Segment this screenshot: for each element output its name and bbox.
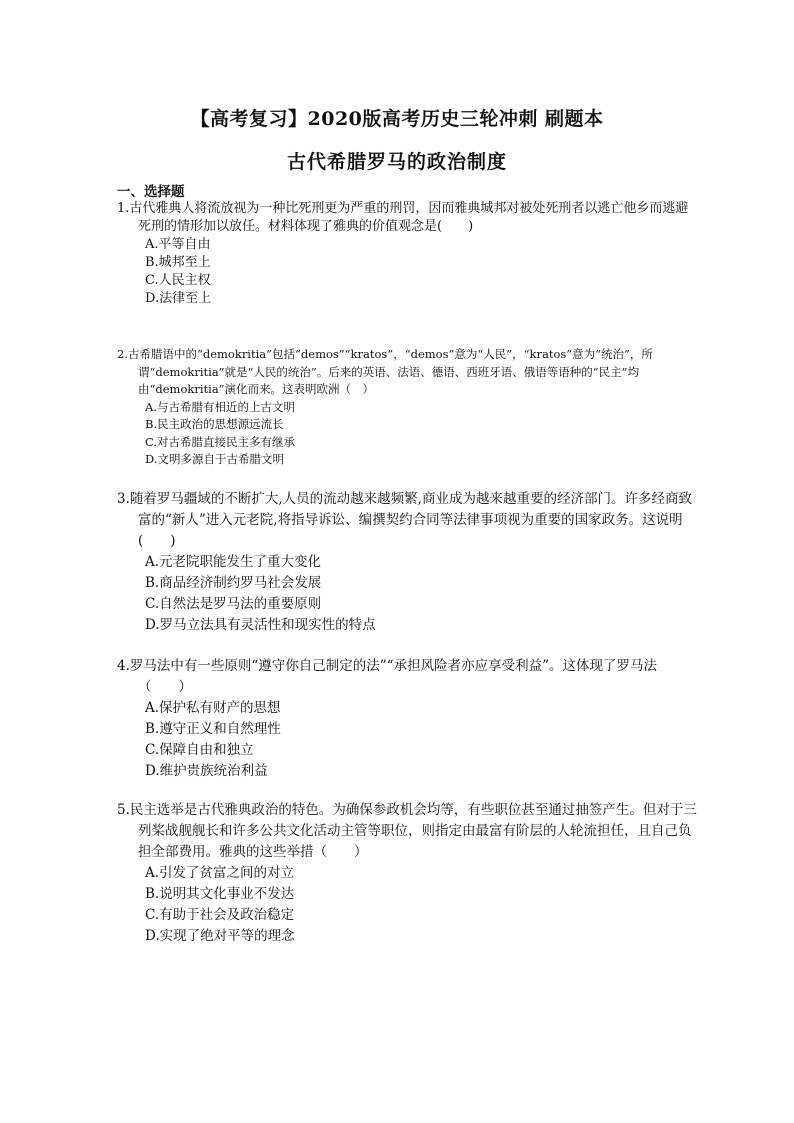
question-3 [117,489,697,636]
option-d: D.文明多源自于古希腊文明 [145,452,284,466]
question-stem: 4.罗马法中有一些原则“遵守你自己制定的法”“承担风险者亦应享受利益”。这体现了罗马法（ ） [117,658,657,695]
option-a: A.平等自由 [145,237,211,252]
option-d: D.维护贵族统治利益 [145,763,268,779]
option-a: A.与古希腊有相近的上古文明 [145,399,295,414]
option-a: A.元老院职能发生了重大变化 [145,554,322,570]
question-stem: 2.古希腊语中的“demokritia”包括“demos”“kratos”，“demos”意为“人民”，“kratos”意为“统治”，所谓“demokritia”就是“人民的统治”。后来的英语、法语、德语、西班牙语、俄语等语种的“民主”均由“demokritia”演化而来。这表明欧洲（ ） [117,347,653,396]
question-5 [117,800,697,947]
option-d: D.实现了绝对平等的理念 [145,928,295,944]
question-stem: 5.民主选举是古代雅典政治的特色。为确保参政机会均等，有些职位甚至通过抽签产生。但对于三列桨战舰舰长和许多公共文化活动主管等职位，则指定由最富有阶层的人轮流担任，且自己负担全部费用。雅典的这些举措（ ） [117,802,697,860]
option-b: B.商品经济制约罗马社会发展 [145,575,322,591]
option-d: D.罗马立法具有灵活性和现实性的特点 [145,617,376,633]
document-title: 【高考复习】2020版高考历史三轮冲刺 刷题本 [190,108,604,130]
option-c: C.保障自由和独立 [145,742,254,758]
option-b: B.民主政治的思想源远流长 [145,417,284,431]
question-stem: 3.随着罗马疆域的不断扩大,人员的流动越来越频繁,商业成为越来越重要的经济部门。许多经商致富的“新人”进入元老院,将指导诉讼、编撰契约合同等法律事项视为重要的国家政务。这说明( ) [117,491,692,549]
question-1 [117,200,697,308]
option-c: C.自然法是罗马法的重要原则 [145,596,322,612]
option-c: C.对古希腊直接民主多有继承 [145,434,296,449]
question-stem: 1.古代雅典人将流放视为一种比死刑更为严重的刑罚，因而雅典城邦对被处死刑者以逃亡他乡而逃避死刑的情形加以放任。材料体现了雅典的价值观念是( ) [117,201,689,234]
option-c: C.人民主权 [145,273,211,288]
option-d: D.法律至上 [145,291,212,306]
option-a: A.保护私有财产的思想 [145,700,281,716]
option-b: B.遵守正义和自然理性 [145,721,281,737]
question-2 [117,346,697,469]
option-b: B.说明其文化事业不发达 [145,886,295,902]
section-heading: 一、选择题 [117,184,185,200]
option-b: B.城邦至上 [145,255,211,270]
option-a: A.引发了贫富之间的对立 [145,865,295,881]
document-subtitle: 古代希腊罗马的政治制度 [286,151,507,173]
question-4 [117,656,697,782]
option-c: C.有助于社会及政治稳定 [145,907,295,923]
